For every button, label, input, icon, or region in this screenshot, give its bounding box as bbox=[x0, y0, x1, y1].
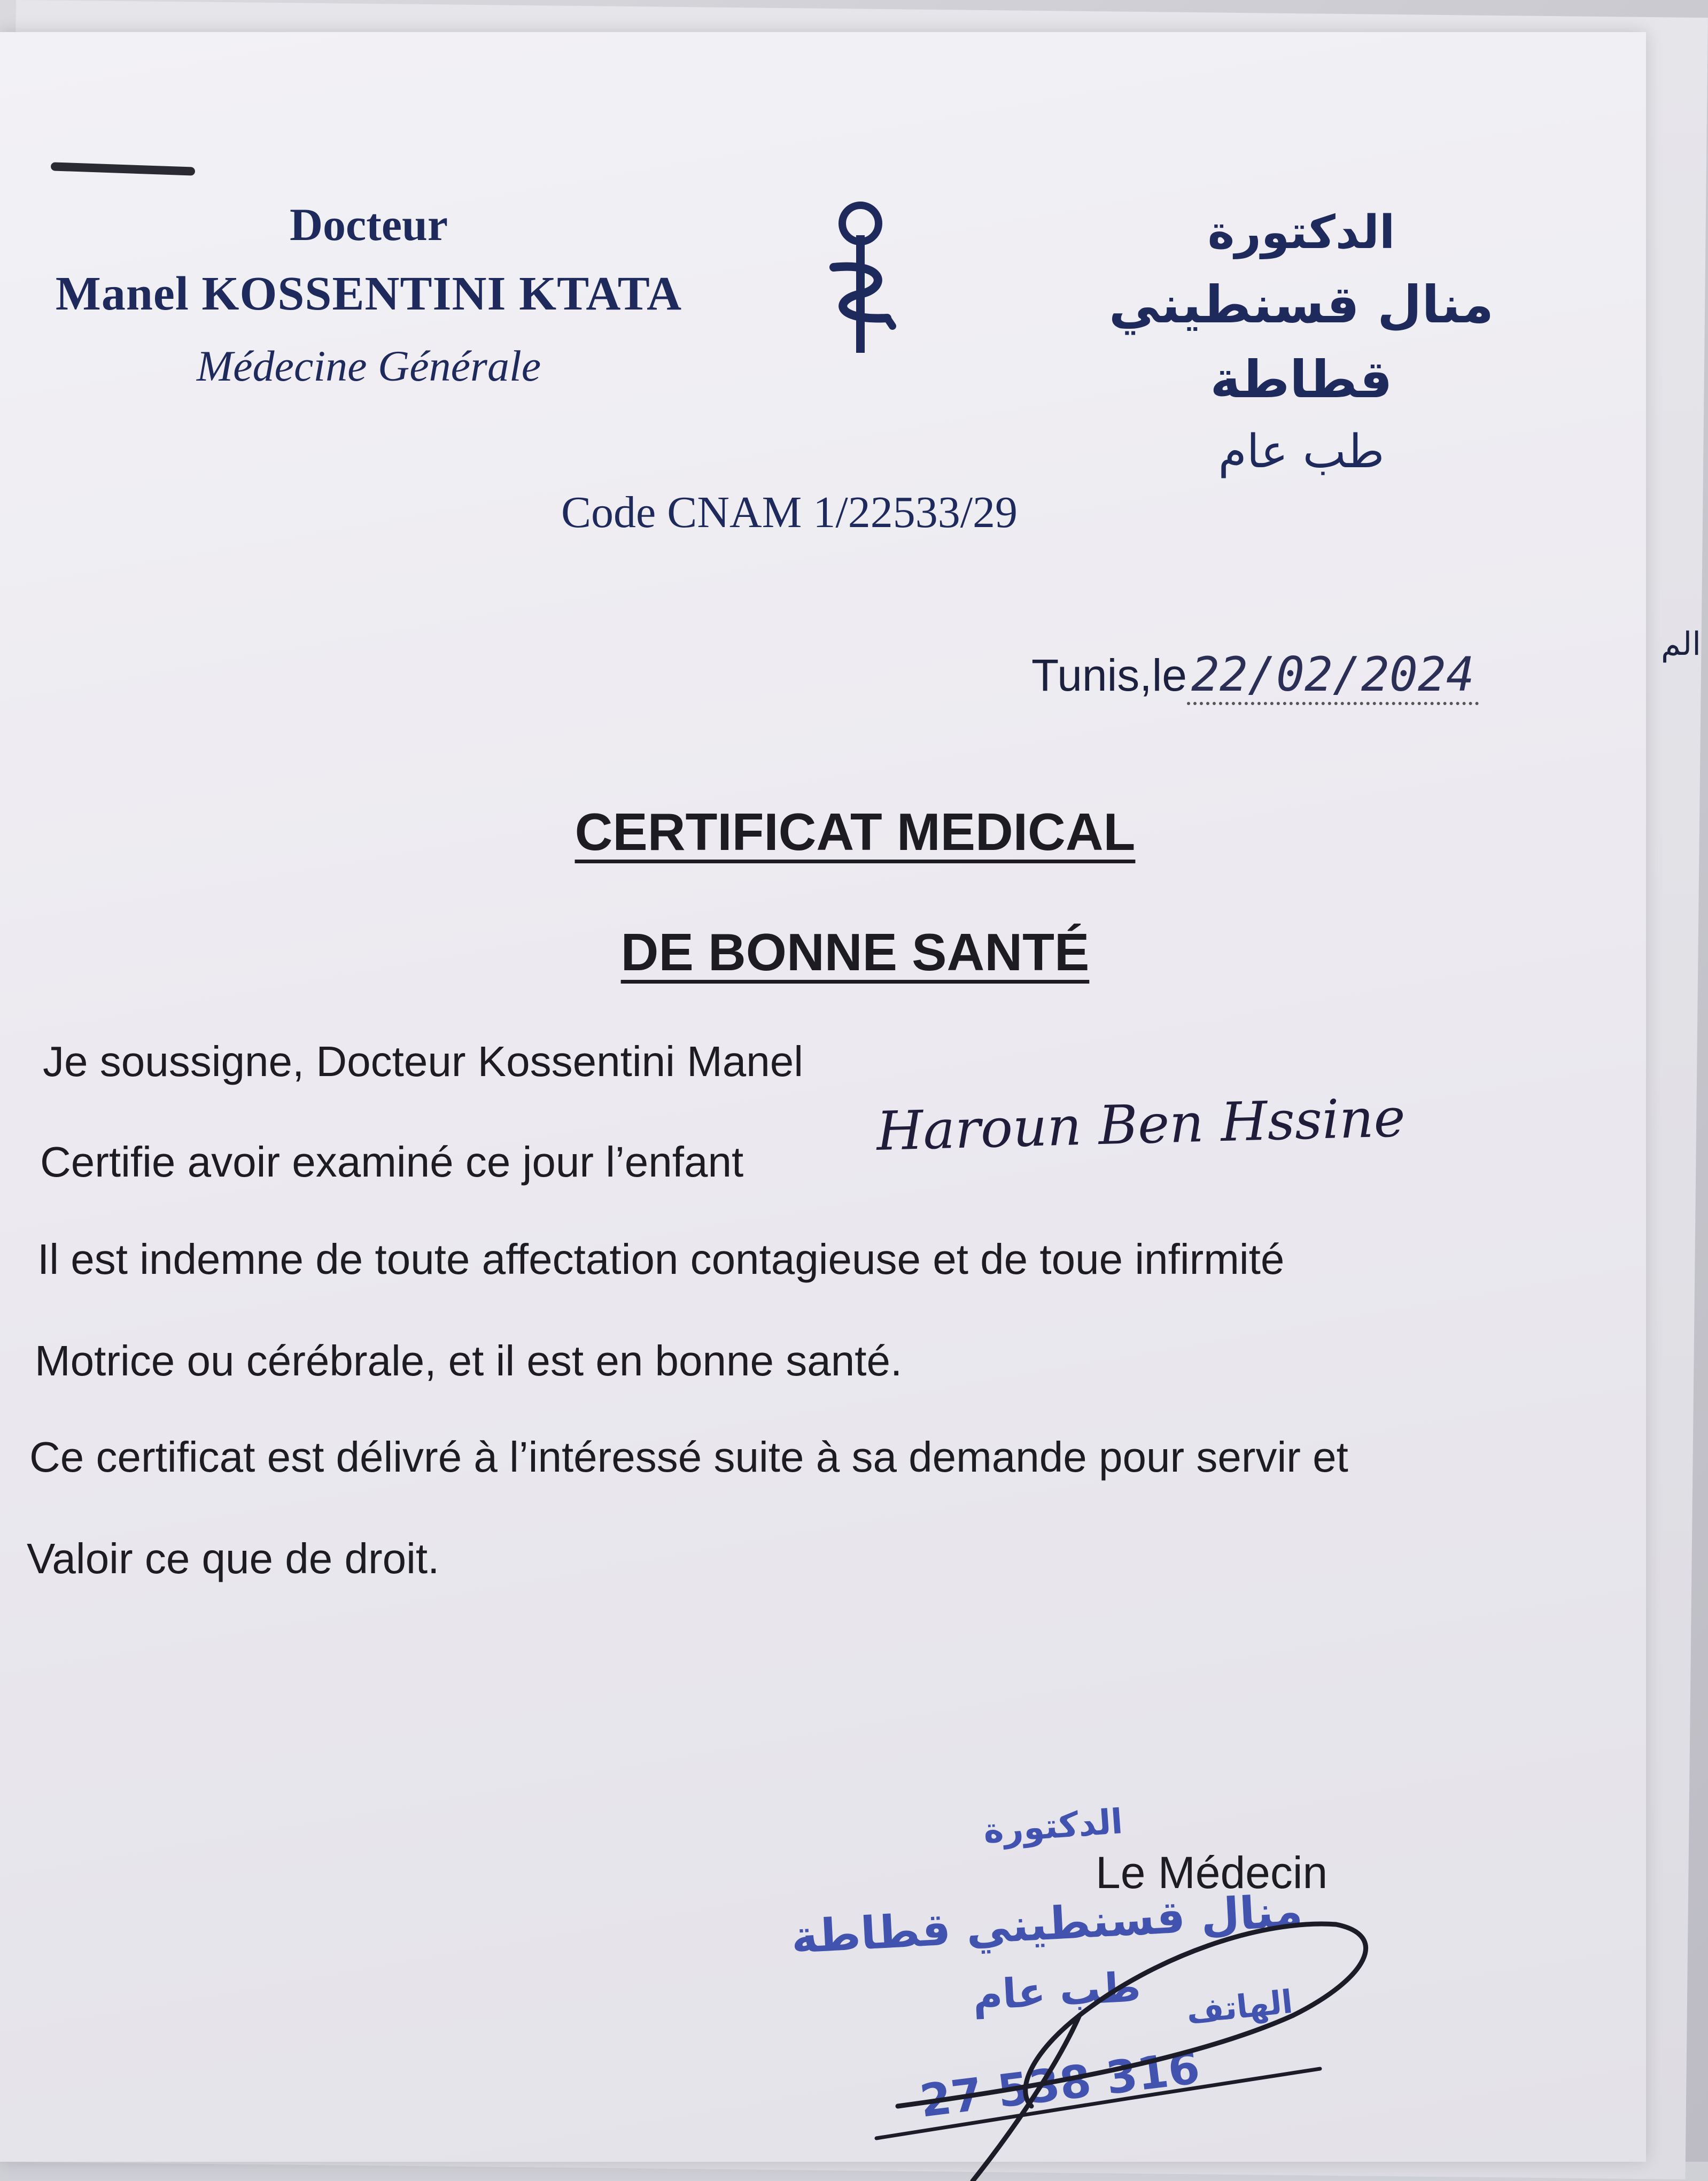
body-line-2: Certifie avoir examiné ce jour l’enfant bbox=[40, 1138, 744, 1186]
doctor-title: Docteur bbox=[289, 199, 448, 250]
doctor-header-arabic bbox=[1031, 198, 1571, 486]
doctor-specialty-arabic: طب عام bbox=[1218, 425, 1385, 478]
doctor-name-arabic: منال قسنطيني قطاطة bbox=[1108, 275, 1494, 409]
body-line-5: Ce certificat est délivré à l’intéressé suite à sa demande pour servir et bbox=[29, 1433, 1348, 1481]
stamp-specialty: طب عام bbox=[971, 1962, 1142, 2020]
certificate-page bbox=[0, 32, 1646, 2162]
stamp-name: منال قسنطيني قطاطة bbox=[790, 1884, 1304, 1963]
cnam-code: Code CNAM 1/22533/29 bbox=[561, 488, 1018, 537]
stamp-phone: 27 538 316 bbox=[917, 2041, 1203, 2128]
title-line1-text: CERTIFICAT MEDICAL bbox=[574, 802, 1136, 861]
body-line-4: Motrice ou cérébrale, et il est en bonne santé. bbox=[35, 1337, 903, 1385]
document-title-line2 bbox=[32, 922, 1678, 983]
body-line-6: Valoir ce que de droit. bbox=[27, 1535, 440, 1582]
title-line2-text: DE BONNE SANTÉ bbox=[620, 923, 1090, 981]
doctor-title-arabic: الدكتورة bbox=[1207, 206, 1395, 259]
body-line-1: Je soussigne, Docteur Kossentini Manel bbox=[43, 1038, 803, 1085]
doctor-header-latin bbox=[32, 192, 705, 401]
child-name-handwritten: Haroun Ben Hssine bbox=[875, 1086, 1407, 1163]
document-title-line1 bbox=[32, 802, 1678, 862]
handwritten-signature bbox=[855, 1839, 1416, 2181]
margin-fragment: الم bbox=[1661, 625, 1701, 663]
doctor-name: Manel KOSSENTINI KTATA bbox=[55, 267, 682, 320]
date-line bbox=[1031, 647, 1479, 702]
caduceus-icon bbox=[812, 198, 909, 358]
pen-stroke-mark bbox=[51, 162, 195, 175]
date-value: 22/02/2024 bbox=[1187, 647, 1479, 705]
date-prefix: Tunis,le bbox=[1031, 650, 1187, 700]
stamp-title: الدكتورة bbox=[982, 1801, 1124, 1852]
body-line-3: Il est indemne de toute affectation contagieuse et de toue infirmité bbox=[37, 1235, 1285, 1283]
stamp-phone-label: الهاتف bbox=[1184, 1983, 1295, 2032]
signature-label: Le Médecin bbox=[1096, 1847, 1328, 1898]
doctor-specialty: Médecine Générale bbox=[196, 342, 541, 390]
